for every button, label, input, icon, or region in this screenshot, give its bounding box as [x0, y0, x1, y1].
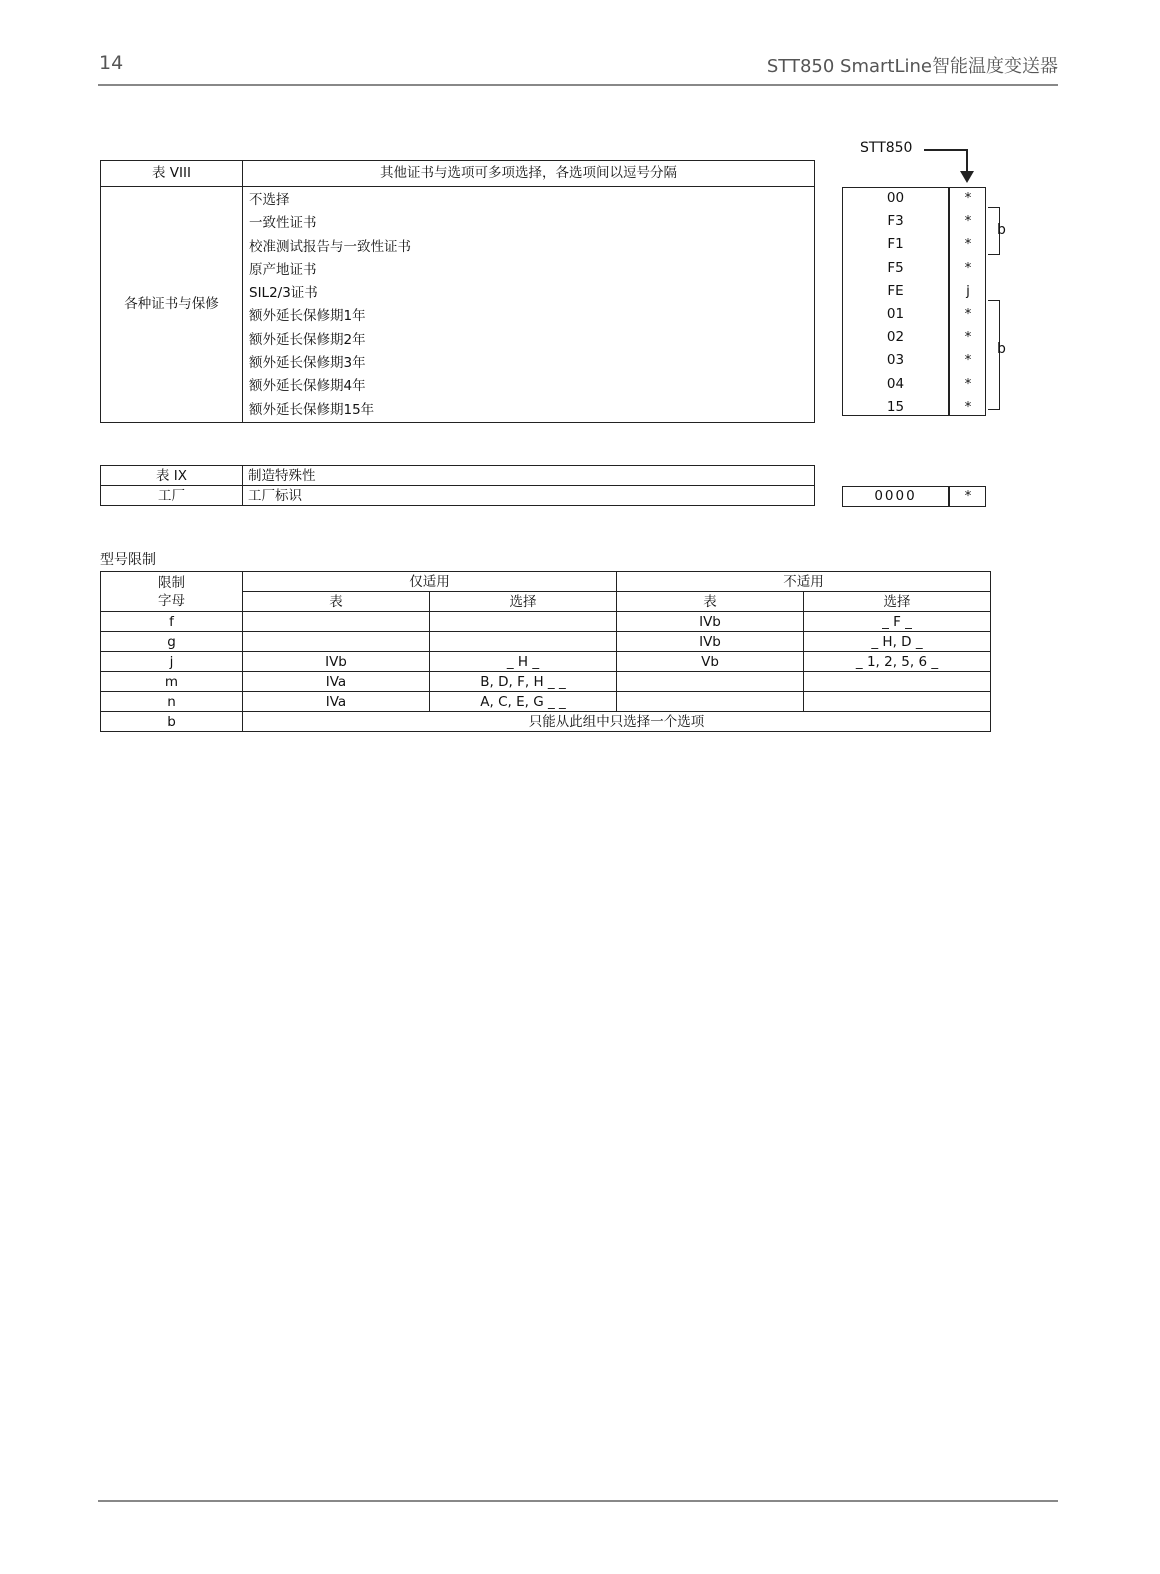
restriction-flag: * [964, 305, 972, 322]
only-select-cell: _ H _ [430, 652, 617, 672]
table-viii-options [243, 187, 815, 423]
flag-column [949, 188, 987, 420]
table-viii-label: 表 VIII [101, 161, 243, 187]
not-select-cell [804, 692, 991, 712]
only-table-cell: IVa [243, 672, 430, 692]
arrow-down-icon [960, 171, 974, 183]
list-item: 原产地证书 [249, 261, 317, 278]
header-rule [98, 84, 1058, 86]
code-value: 04 [886, 375, 905, 392]
not-select-cell: _ H, D _ [804, 632, 991, 652]
code-value: 01 [886, 305, 905, 322]
only-select-cell: A, C, E, G _ _ [430, 692, 617, 712]
page-number: 14 [99, 52, 124, 74]
restrictions-heading: 型号限制 [100, 552, 156, 568]
restriction-letter: n [101, 692, 243, 712]
only-applies-header: 仅适用 [243, 572, 617, 592]
not-table-cell [617, 672, 804, 692]
table-viii [100, 160, 815, 423]
list-item: 额外延长保修期3年 [249, 355, 366, 372]
subheader-select: 选择 [804, 592, 991, 612]
not-select-cell [804, 672, 991, 692]
list-item: 一致性证书 [249, 215, 317, 232]
model-label: STT850 [860, 140, 913, 156]
table-row [101, 692, 991, 712]
table-row [101, 612, 991, 632]
only-table-cell: IVa [243, 692, 430, 712]
table-row [101, 652, 991, 672]
table-row [101, 632, 991, 652]
table-row [101, 672, 991, 692]
code-value: F5 [887, 259, 904, 276]
code-value: 0000 [874, 488, 917, 504]
table-ix-row-value: 工厂标识 [243, 486, 815, 506]
table-ix-label: 表 IX [101, 466, 243, 486]
footer-rule [98, 1500, 1058, 1502]
code-column [843, 188, 948, 420]
restriction-flag: * [964, 352, 972, 369]
only-table-cell [243, 632, 430, 652]
list-item: 校准测试报告与一致性证书 [249, 238, 411, 255]
only-select-cell: B, D, F, H _ _ [430, 672, 617, 692]
subheader-table: 表 [243, 592, 430, 612]
group-label: b [997, 222, 1006, 238]
code-value: FE [887, 282, 904, 299]
code-value: 15 [886, 398, 905, 415]
document-title: STT850 SmartLine智能温度变送器 [766, 56, 1058, 77]
not-table-cell: IVb [617, 632, 804, 652]
header-line: 限制 [158, 574, 185, 591]
not-table-cell: IVb [617, 612, 804, 632]
group-label: b [997, 341, 1006, 357]
table-ix-title: 制造特殊性 [243, 466, 815, 486]
table-row [101, 712, 991, 732]
table-ix [100, 465, 815, 506]
code-value: 00 [886, 190, 905, 206]
table-viii-title: 其他证书与选项可多项选择，各选项间以逗号分隔 [243, 161, 815, 187]
list-item: 额外延长保修期1年 [249, 308, 366, 325]
restriction-flag: * [964, 190, 972, 206]
restriction-flag: j [966, 282, 970, 299]
only-table-cell: IVb [243, 652, 430, 672]
restriction-flag: * [964, 329, 972, 346]
restriction-note: 只能从此组中只选择一个选项 [243, 712, 991, 732]
restrictions-table [100, 571, 991, 732]
not-table-cell: Vb [617, 652, 804, 672]
only-table-cell [243, 612, 430, 632]
code-value: 03 [886, 352, 905, 369]
subheader-select: 选择 [430, 592, 617, 612]
table-ix-row-label: 工厂 [101, 486, 243, 506]
restriction-letter: g [101, 632, 243, 652]
not-select-cell: _ 1, 2, 5, 6 _ [804, 652, 991, 672]
restriction-flag: * [964, 488, 972, 504]
code-value: 02 [886, 329, 905, 346]
restriction-letter-header [101, 572, 243, 612]
code-box-ix [842, 486, 986, 507]
restriction-letter: b [101, 712, 243, 732]
restriction-letter: f [101, 612, 243, 632]
list-item: 额外延长保修期4年 [249, 378, 366, 395]
restriction-flag: * [964, 213, 972, 230]
restriction-letter: m [101, 672, 243, 692]
restriction-flag: * [964, 259, 972, 276]
only-select-cell [430, 612, 617, 632]
list-item: 不选择 [249, 192, 290, 208]
list-item: SIL2/3证书 [249, 285, 318, 302]
table-viii-category: 各种证书与保修 [101, 187, 243, 423]
code-box [842, 187, 986, 416]
only-select-cell [430, 632, 617, 652]
restriction-flag: * [964, 236, 972, 253]
not-table-cell [617, 692, 804, 712]
code-value: F3 [887, 213, 904, 230]
list-item: 额外延长保修期2年 [249, 331, 366, 348]
subheader-table: 表 [617, 592, 804, 612]
code-value: F1 [887, 236, 904, 253]
arrow-line [924, 149, 967, 151]
restriction-flag: * [964, 398, 972, 415]
restriction-flag: * [964, 375, 972, 392]
arrow-line [966, 149, 968, 173]
not-applies-header: 不适用 [617, 572, 991, 592]
not-select-cell: _ F _ [804, 612, 991, 632]
list-item: 额外延长保修期15年 [249, 401, 375, 418]
restriction-letter: j [101, 652, 243, 672]
header-line: 字母 [158, 592, 185, 609]
